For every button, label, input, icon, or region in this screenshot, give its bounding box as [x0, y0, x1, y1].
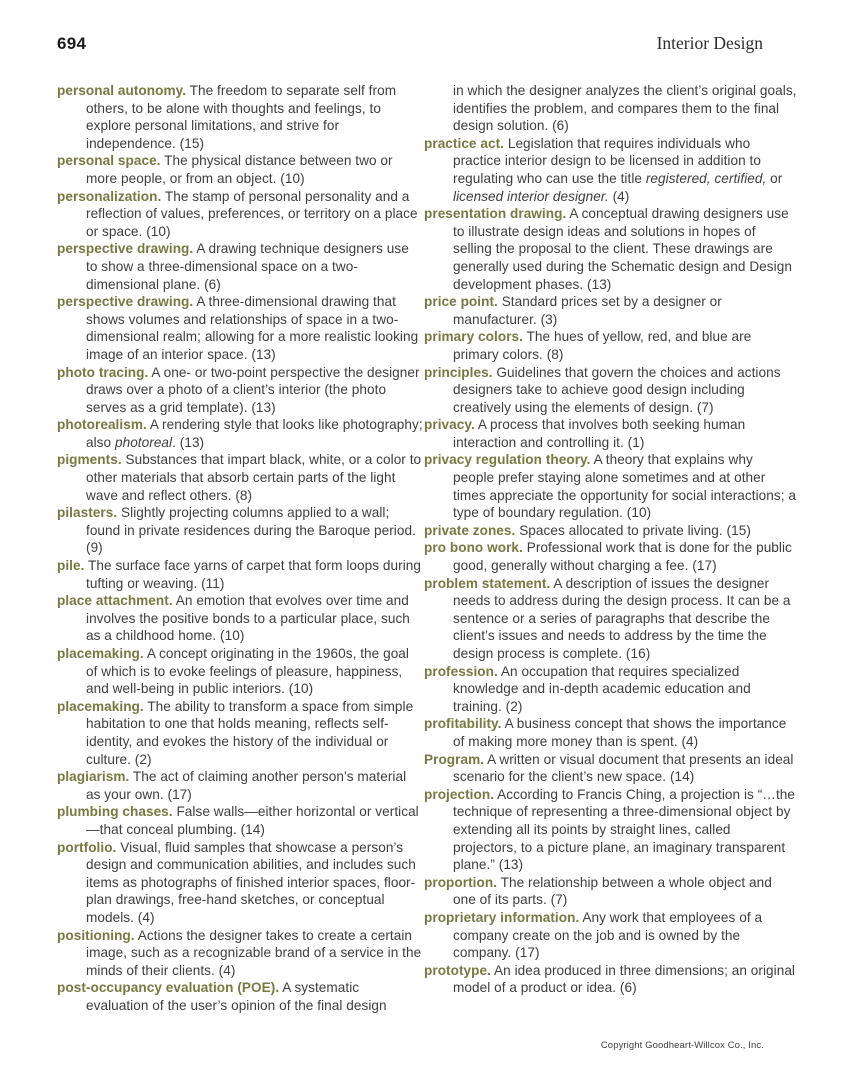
glossary-term: private zones. [424, 522, 516, 538]
glossary-entry [424, 962, 797, 997]
definition-text: The relationship between a whole object and one of its parts. (7) [453, 874, 772, 908]
definition-text: The stamp of personal personality and a reflection of values, preferences, or territory on a place or space. (10) [86, 188, 418, 239]
glossary-entry [424, 293, 797, 328]
glossary-term: post-occupancy evaluation (POE). [57, 980, 280, 996]
glossary-term: profession. [424, 663, 498, 679]
glossary-term: positioning. [57, 927, 135, 943]
glossary-entry [57, 293, 424, 363]
glossary-entry [57, 188, 424, 241]
glossary-entry [57, 82, 424, 152]
glossary-entry [57, 979, 424, 1014]
glossary-term: profitability. [424, 716, 502, 732]
definition-text: or [766, 170, 783, 186]
glossary-entry [57, 645, 424, 698]
definition-text: A systematic evaluation of the user’s opinion of the final design [86, 980, 387, 1013]
glossary-entry [57, 451, 424, 504]
glossary-column-right [424, 82, 797, 997]
page-footer [601, 1040, 764, 1051]
glossary-entry [424, 715, 797, 750]
glossary-columns [57, 82, 797, 1014]
definition-text: The freedom to separate self from others, to be alone with thoughts and feelings, to explore personal limitations, and strive for independence. (15) [86, 83, 397, 151]
glossary-term: proprietary information. [424, 909, 580, 925]
glossary-entry [424, 328, 797, 363]
book-title: Interior Design [656, 33, 763, 53]
glossary-term: principles. [424, 364, 493, 380]
definition-text: An emotion that evolves over time and involves the positive bonds to a particular place, such as a childhood home. (10) [86, 593, 410, 644]
glossary-term: privacy. [424, 417, 475, 433]
glossary-term: plumbing chases. [57, 804, 173, 820]
definition-text: A written or visual document that presents an ideal scenario for the client’s new space. (14) [453, 751, 794, 785]
glossary-term: problem statement. [424, 575, 551, 591]
glossary-entry [57, 557, 424, 592]
glossary-entry [57, 839, 424, 927]
glossary-entry [57, 698, 424, 768]
definition-text: Guidelines that govern the choices and actions designers take to achieve good design including creatively using the elements of design. (7) [453, 364, 781, 415]
glossary-term: portfolio. [57, 839, 117, 855]
glossary-entry [57, 416, 424, 451]
glossary-term: personal space. [57, 153, 161, 169]
glossary-term: placemaking. [57, 646, 144, 661]
definition-text: A drawing technique designers use to show a three-dimensional space on a two-dimensional plane. (6) [86, 241, 409, 292]
definition-text: False walls—either horizontal or vertical—that conceal plumbing. (14) [86, 804, 419, 837]
definition-text: Substances that impart black, white, or a color to other materials that absorb certain parts of the light wave and reflect others. (8) [86, 452, 422, 503]
definition-text: An occupation that requires specialized knowledge and in-depth academic education and training. (2) [453, 663, 751, 714]
glossary-term: personal autonomy. [57, 83, 187, 98]
glossary-term: presentation drawing. [424, 206, 567, 222]
definition-text: A concept originating in the 1960s, the goal of which is to evoke feelings of pleasure, happiness, and well-being in public interiors. (10) [86, 646, 409, 697]
glossary-term: privacy regulation theory. [424, 452, 591, 468]
glossary-term: price point. [424, 294, 498, 310]
glossary-entry [57, 592, 424, 645]
definition-text: (4) [608, 188, 630, 204]
glossary-term: perspective drawing. [57, 294, 194, 310]
definition-text-italic: registered, certified, [645, 170, 767, 186]
definition-text: in which the designer analyzes the client’s original goals, identifies the problem, and compares them to the final design solution. (6) [453, 83, 797, 134]
definition-text: A process that involves both seeking human interaction and controlling it. (1) [453, 417, 746, 450]
glossary-entry [57, 364, 424, 417]
glossary-entry [424, 135, 797, 205]
definition-text: A rendering style that looks like photography; also [86, 417, 423, 450]
definition-text: Any work that employees of a company create on the job and is owned by the company. (17) [453, 909, 763, 961]
definition-text-italic: licensed interior designer. [453, 188, 609, 204]
glossary-entry [57, 152, 424, 187]
definition-text: The hues of yellow, red, and blue are primary colors. (8) [453, 329, 752, 362]
glossary-term: plagiarism. [57, 769, 130, 785]
definition-text: A business concept that shows the importance of making more money than is spent. (4) [453, 716, 787, 749]
definition-text: The surface face yarns of carpet that form loops during tufting or weaving. (11) [86, 558, 421, 591]
definition-text: A theory that explains why people prefer staying alone sometimes and at other times appreciate the opportunity for social interactions; a type of boundary regulation. (10) [453, 452, 796, 521]
glossary-term: pigments. [57, 452, 122, 468]
glossary-term: perspective drawing. [57, 241, 194, 257]
glossary-term: placemaking. [57, 698, 144, 714]
definition-text: Actions the designer takes to create a certain image, such as a recognizable brand of a service in the minds of their clients. (4) [86, 927, 422, 978]
page-header [57, 33, 763, 54]
glossary-entry [57, 927, 424, 980]
glossary-entry [424, 451, 797, 521]
definition-text: Slightly projecting columns applied to a wall; found in private residences during the Baroque period. (9) [86, 505, 416, 556]
definition-text: A three-dimensional drawing that shows volumes and relationships of space in a two-dimensional realm; allowing for a more realistic looking image of an interior space. (13) [86, 294, 419, 362]
glossary-term: photorealism. [57, 417, 147, 433]
definition-text: A one- or two-point perspective the designer draws over a photo of a client’s interior (the photo serves as a grid template). (13) [86, 364, 420, 415]
glossary-term: pilasters. [57, 505, 118, 521]
glossary-entry [424, 786, 797, 874]
glossary-term: proportion. [424, 874, 498, 890]
glossary-entry [424, 751, 797, 786]
glossary-entry [424, 575, 797, 663]
glossary-term: projection. [424, 786, 495, 802]
glossary-entry [424, 663, 797, 716]
page-number: 694 [57, 34, 87, 53]
glossary-entry [424, 205, 797, 293]
copyright-text: Copyright Goodheart-Willcox Co., Inc. [600, 1040, 764, 1051]
definition-text: A description of issues the designer needs to address during the design process. It can be a sentence or a series of paragraphs that describe the client’s issues and needs to address by the time the design process is complete. (16) [453, 575, 791, 661]
glossary-term: photo tracing. [57, 364, 149, 380]
glossary-entry [57, 803, 424, 838]
definition-text: Professional work that is done for the public good, generally without charging a fee. (17) [453, 540, 792, 574]
definition-text: . (13) [172, 434, 205, 450]
definition-text: Legislation that requires individuals who practice interior design to be licensed in addition to regulating who can use the title [453, 135, 761, 186]
glossary-entry [424, 874, 797, 909]
definition-text: Visual, fluid samples that showcase a person’s design and communication abilities, and includes such items as photographs of finished interior spaces, floor-plan drawings, free-hand sketches, or conceptual models. (4) [86, 839, 416, 925]
glossary-column-left [57, 82, 424, 1014]
glossary-entry [57, 768, 424, 803]
definition-text: Standard prices set by a designer or manufacturer. (3) [453, 294, 722, 327]
glossary-entry [424, 522, 797, 540]
glossary-term: place attachment. [57, 593, 173, 609]
definition-text: The physical distance between two or more people, or from an object. (10) [86, 153, 393, 186]
glossary-entry [424, 416, 797, 451]
glossary-term: Program. [424, 751, 485, 767]
glossary-entry [424, 539, 797, 574]
glossary-term: prototype. [424, 962, 491, 978]
glossary-term: pro bono work. [424, 540, 523, 556]
glossary-term: personalization. [57, 188, 162, 204]
glossary-entry [424, 364, 797, 417]
definition-text: A conceptual drawing designers use to illustrate design ideas and solutions in hopes of selling the proposal to the client. These drawings are generally used during the Schematic design and Design development phases. (13) [453, 206, 792, 292]
definition-text: Spaces allocated to private living. (15) [519, 522, 751, 538]
glossary-term: pile. [57, 558, 85, 574]
glossary-term: primary colors. [424, 329, 523, 345]
definition-text: The ability to transform a space from simple habitation to one that holds meaning, reflects self-identity, and evokes the history of the individual or culture. (2) [86, 698, 414, 767]
glossary-entry-continuation [424, 82, 797, 135]
glossary-entry [424, 909, 797, 962]
definition-text: An idea produced in three dimensions; an original model of a product or idea. (6) [453, 962, 795, 996]
glossary-entry [57, 504, 424, 557]
definition-text: According to Francis Ching, a projection is “…the technique of representing a three-dimensional object by extending all its points by straight lines, called projectors, to a picture plane, an imaginary transparent plane.” (13) [453, 786, 795, 873]
definition-text: The act of claiming another person’s material as your own. (17) [86, 769, 407, 802]
glossary-term: practice act. [424, 135, 504, 151]
definition-text-italic: photoreal [114, 434, 173, 450]
glossary-entry [57, 240, 424, 293]
